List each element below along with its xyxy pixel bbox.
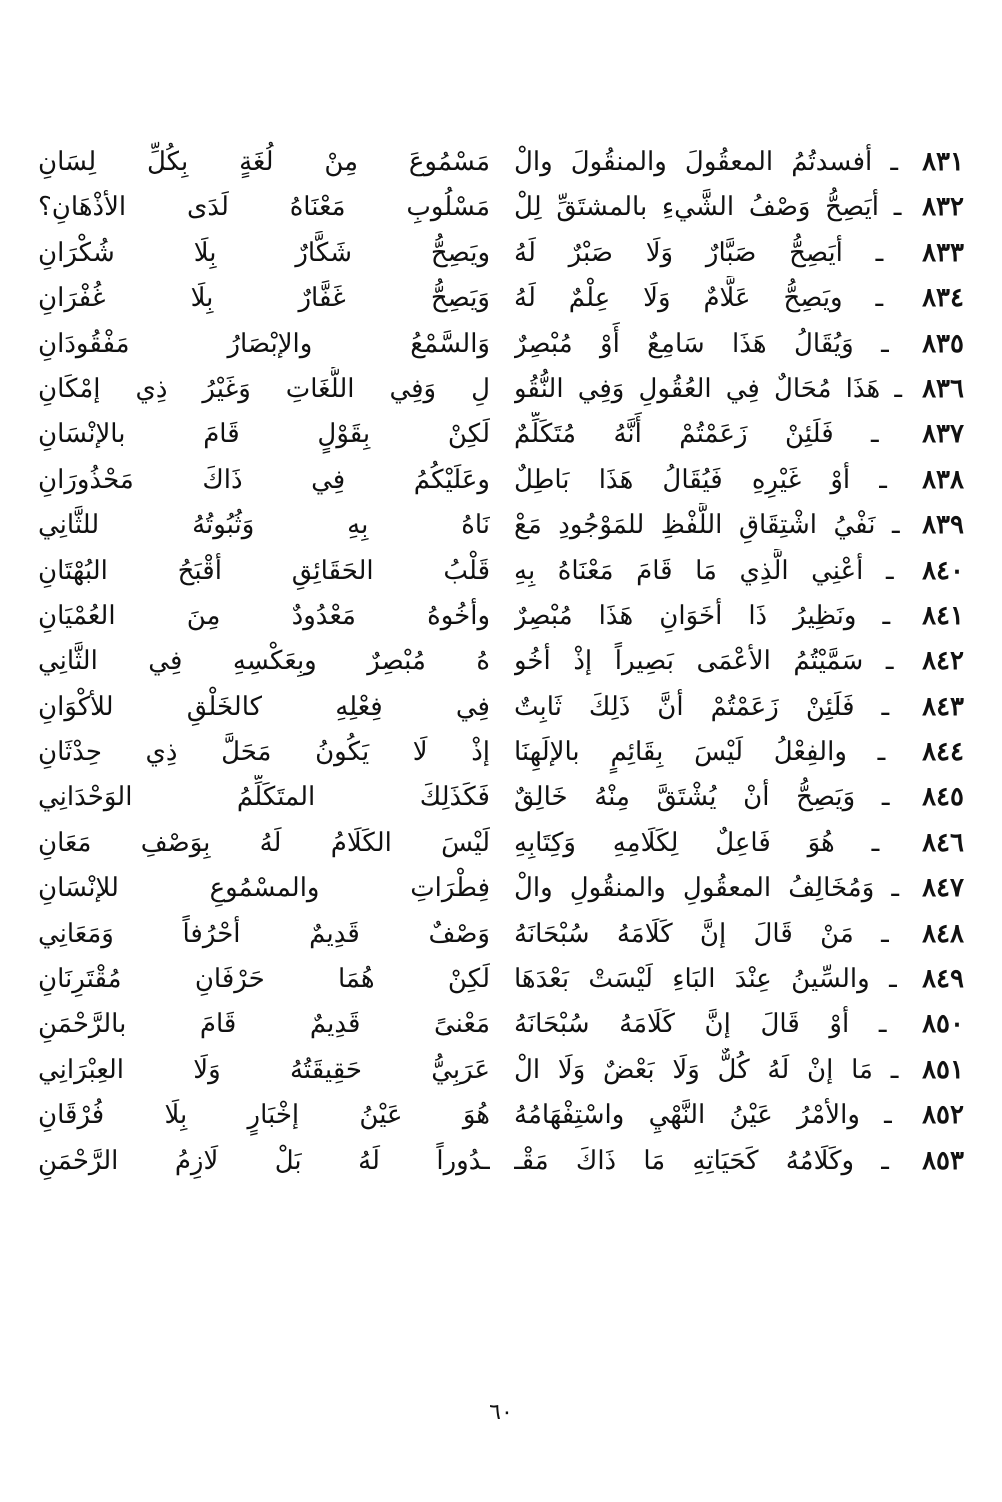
verse-second-hemistich: ويَصِحُّ شَكَّارٌ بِلَا شُكْرَانِ [38,237,490,268]
verse-second-hemistich: لَكِنْ بِقَوْلٍ قَامَ بالإنْسَانِ [38,419,490,450]
verse-second-hemistich: لِ وَفِي اللُّغَاتِ وَغَيْرُ ذِي إمْكَانِ [38,373,490,404]
verse-second-hemistich: مَسْمُوعَ مِنْ لُغَةٍ بِكُلِّ لِسَانِ [38,147,490,177]
verse-first-hemistich [514,185,964,230]
verse-number-separator: ـ [863,555,917,586]
verse-number-separator: ـ [842,237,917,268]
verse-second-hemistich: وَصْفٌ قَدِيمٌ أحْرُفاً وَمَعَانِي [38,918,490,949]
verse-number-separator: ـ [874,873,917,904]
verse-row [38,367,964,412]
verse-row [38,412,964,457]
verse-second-hemistich: هُ مُبْصِرٌ وبِعَكْسِهِ فِي الثَّانِي [38,646,490,677]
verse-number: ٨٤٧ [922,873,964,904]
verse-first-hemistich-text: فَلَئِنْ زَعَمْتُمْ أَنَّهُ مُتَكَلِّمٌ [514,419,834,450]
verse-row [38,775,964,820]
verse-first-hemistich [514,549,964,594]
verse-second-hemistich: هُوَ عَيْنُ إخْبَارٍ بِلَا فُرْقَانِ [38,1100,490,1131]
verse-first-hemistich-text: أوْ قَالَ إنَّ كَلَامَهُ سُبْحَانَهُ [514,1009,850,1040]
verse-second-hemistich: ـدُوراً لَهُ بَلْ لَازِمُ الرَّحْمَنِ [38,1145,490,1176]
verse-second-hemistich: إذْ لَا يَكُونُ مَحَلَّ ذِي حِدْثَانِ [38,737,490,768]
verse-first-hemistich-text: وَمُخَالِفُ المعقُولِ والمنقُولِ والْ [514,873,875,904]
verse-first-hemistich [514,503,964,548]
verse-first-hemistich-text: فَلَئِنْ زَعَمْتُمْ أنَّ ذَلِكَ ثَابِتٌ [514,691,855,722]
verse-number: ٨٤٨ [922,918,964,949]
verse-first-hemistich [514,730,964,775]
verse-number-separator: ـ [833,419,917,450]
verse-first-hemistich-text: أفسدتُمُ المعقُولَ والمنقُولَ والْ [514,147,873,177]
verse-number: ٨٤٣ [922,691,964,722]
verse-number: ٨٤٥ [922,782,964,813]
verse-second-hemistich: فَكَذَلِكَ المتَكَلِّمُ الوَحْدَانِي [38,782,490,813]
verse-first-hemistich [514,639,964,684]
verse-number-separator: ـ [853,918,917,949]
verse-row [38,594,964,639]
verse-first-hemistich-text: أعْنِي الَّذِي مَا قَامَ مَعْنَاهُ بِهِ [514,555,864,586]
verse-number: ٨٣٥ [922,328,964,359]
verse-number: ٨٣١ [922,147,964,177]
verse-row [38,322,964,367]
verse-number: ٨٣٣ [922,237,964,268]
verse-number-separator: ـ [872,147,917,177]
verse-number-separator: ـ [850,464,917,495]
verse-second-hemistich: فِي فِعْلِهِ كالخَلْقِ للأكْوَانِ [38,691,490,722]
verse-number: ٨٤٩ [922,964,964,995]
verse-second-hemistich: وأخُوهُ مَعْدُودٌ مِنَ العُمْيَانِ [38,600,490,631]
verse-row [38,276,964,321]
verse-first-hemistich-text: هُوَ فَاعِلٌ لِكَلَامِهِ وَكِتَابِهِ [514,827,835,858]
verse-number: ٨٣٨ [922,464,964,495]
verse-number: ٨٤٢ [922,646,964,677]
verse-row [38,912,964,957]
verse-number: ٨٥٢ [922,1100,964,1131]
verse-first-hemistich-text: سَمَّيْتُمُ الأعْمَى بَصِيراً إذْ أخُو [514,646,864,677]
verse-number: ٨٥٠ [922,1009,964,1040]
verse-first-hemistich [514,1048,964,1093]
verse-first-hemistich-text: أيَصِحُّ وَصْفُ الشَّيءِ بالمشتَقِّ لِلْ [514,192,879,223]
verse-number-separator: ـ [855,782,917,813]
verse-first-hemistich-text: والسِّينُ عِنْدَ البَاءِ لَيْسَتْ بَعْدَهَا [514,964,870,995]
verse-number-separator: ـ [856,600,917,631]
verse-second-hemistich: عَرَبِيُّ حَقِيقَتُهُ وَلَا العِبْرَانِي [38,1054,490,1085]
verse-number-separator: ـ [849,1009,917,1040]
verse-first-hemistich [514,1002,964,1047]
verse-first-hemistich [514,140,964,185]
verse-first-hemistich [514,458,964,503]
verse-first-hemistich-text: مَا إنْ لَهُ كُلٌّ وَلَا بَعْضٌ وَلَا الْ [514,1054,873,1085]
verse-first-hemistich-text: نَفْيُ اشْتِقَاقِ اللَّفْظِ للمَوْجُودِ مَعْ [514,510,876,541]
verse-row [38,1048,964,1093]
verse-number-separator: ـ [846,737,917,768]
verse-first-hemistich [514,412,964,457]
verse-first-hemistich [514,1093,964,1138]
verse-row [38,140,964,185]
verse-first-hemistich-text: هَذَا مُحَالٌ فِي العُقُولِ وَفِي النُّقُو [514,373,881,404]
verse-number-separator: ـ [854,691,917,722]
verse-first-hemistich [514,912,964,957]
verse-first-hemistich [514,957,964,1002]
verse-second-hemistich: وَيَصِحُّ غَفَّارٌ بِلَا غُفْرَانِ [38,283,490,314]
verse-first-hemistich [514,231,964,276]
verse-number: ٨٣٩ [922,510,964,541]
verse-second-hemistich: فِطْرَاتِ والمسْمُوعِ للإنْسَانِ [38,873,490,904]
verse-number-separator: ـ [853,328,917,359]
verse-first-hemistich [514,866,964,911]
verse-row [38,866,964,911]
verse-number-separator: ـ [875,510,917,541]
verse-row [38,821,964,866]
verse-first-hemistich-text: أوْ غَيْرِهِ فَيُقَالُ هَذَا بَاطِلٌ [514,464,851,495]
verse-second-hemistich: لَيْسَ الكَلَامُ لَهُ بِوَصْفِ مَعَانِ [38,827,490,858]
verse-number: ٨٤٤ [922,737,964,768]
verse-number-separator: ـ [842,283,917,314]
verse-number-separator: ـ [834,827,917,858]
verse-number: ٨٤١ [922,600,964,631]
verse-number: ٨٥٣ [922,1145,964,1176]
verse-first-hemistich-text: مَنْ قَالَ إنَّ كَلَامَهُ سُبْحَانَهُ [514,918,854,949]
verse-second-hemistich: وعَلَيْكُمُ فِي ذَاكَ مَحْذُورَانِ [38,464,490,495]
verse-row [38,957,964,1002]
verse-number-separator: ـ [869,964,917,995]
verse-number: ٨٣٢ [922,192,964,223]
verse-row [38,503,964,548]
verse-number: ٨٥١ [922,1054,964,1085]
verse-first-hemistich-text: ونَظِيرُ ذَا أخَوَانِ هَذَا مُبْصِرٌ [514,600,857,631]
verse-first-hemistich [514,821,964,866]
verse-first-hemistich-text: وكَلَامُهُ كَحَيَاتِهِ مَا ذَاكَ مَقْـ [514,1145,855,1176]
verse-row [38,185,964,230]
verse-row [38,458,964,503]
verse-row [38,231,964,276]
verse-row [38,639,964,684]
verse-row [38,1093,964,1138]
verse-first-hemistich [514,322,964,367]
verse-number-separator: ـ [878,192,917,223]
verse-first-hemistich [514,685,964,730]
verse-number-separator: ـ [880,373,917,404]
verse-second-hemistich: وَالسَّمْعُ والإبْصَارُ مَفْقُودَانِ [38,328,490,359]
verse-second-hemistich: نَاهُ بِهِ وَثُبُوتُهُ للثَّانِي [38,510,490,541]
verse-first-hemistich-text: أيَصِحُّ صَبَّارٌ وَلَا صَبْرٌ لَهُ [514,237,843,268]
verse-first-hemistich-text: ويَصِحُّ عَلَّامٌ وَلَا عِلْمٌ لَهُ [514,283,843,314]
verse-number: ٨٤٠ [922,555,964,586]
verse-first-hemistich-text: وَيُقَالُ هَذَا سَامِعٌ أَوْ مُبْصِرٌ [514,328,854,359]
poem-verses [38,140,964,1184]
verse-first-hemistich-text: وَيَصِحُّ أنْ يُشْتَقَّ مِنْهُ خَالِقٌ [514,782,856,813]
verse-number: ٨٤٦ [922,827,964,858]
verse-first-hemistich [514,594,964,639]
verse-number-separator: ـ [859,1100,917,1131]
verse-row [38,1002,964,1047]
page-number: ٦٠ [489,1400,513,1425]
verse-row [38,685,964,730]
verse-row [38,549,964,594]
verse-number-separator: ـ [872,1054,917,1085]
verse-row [38,730,964,775]
verse-row [38,1139,964,1184]
verse-second-hemistich: لَكِنْ هُمَا حَرْفَانِ مُقْتَرِنَانِ [38,964,490,995]
verse-number: ٨٣٧ [922,419,964,450]
verse-number-separator: ـ [854,1145,917,1176]
verse-second-hemistich: مَعْنىً قَدِيمٌ قَامَ بالرَّحْمَنِ [38,1009,490,1040]
verse-first-hemistich [514,1139,964,1184]
verse-first-hemistich [514,367,964,412]
verse-first-hemistich [514,775,964,820]
verse-first-hemistich [514,276,964,321]
verse-first-hemistich-text: والأمْرُ عَيْنُ النَّهْيِ واسْتِفْهَامُهُ [514,1100,860,1131]
verse-number: ٨٣٦ [922,373,964,404]
verse-second-hemistich: مَسْلُوبِ مَعْنَاهُ لَدَى الأذْهَانِ؟ [38,192,490,223]
verse-number-separator: ـ [863,646,917,677]
verse-number: ٨٣٤ [922,283,964,314]
verse-first-hemistich-text: والفِعْلُ لَيْسَ بِقَائِمٍ بالإلَهِنَا [514,737,847,768]
verse-second-hemistich: قَلْبُ الحَقَائِقِ أقْبَحُ البُهْتَانِ [38,555,490,586]
